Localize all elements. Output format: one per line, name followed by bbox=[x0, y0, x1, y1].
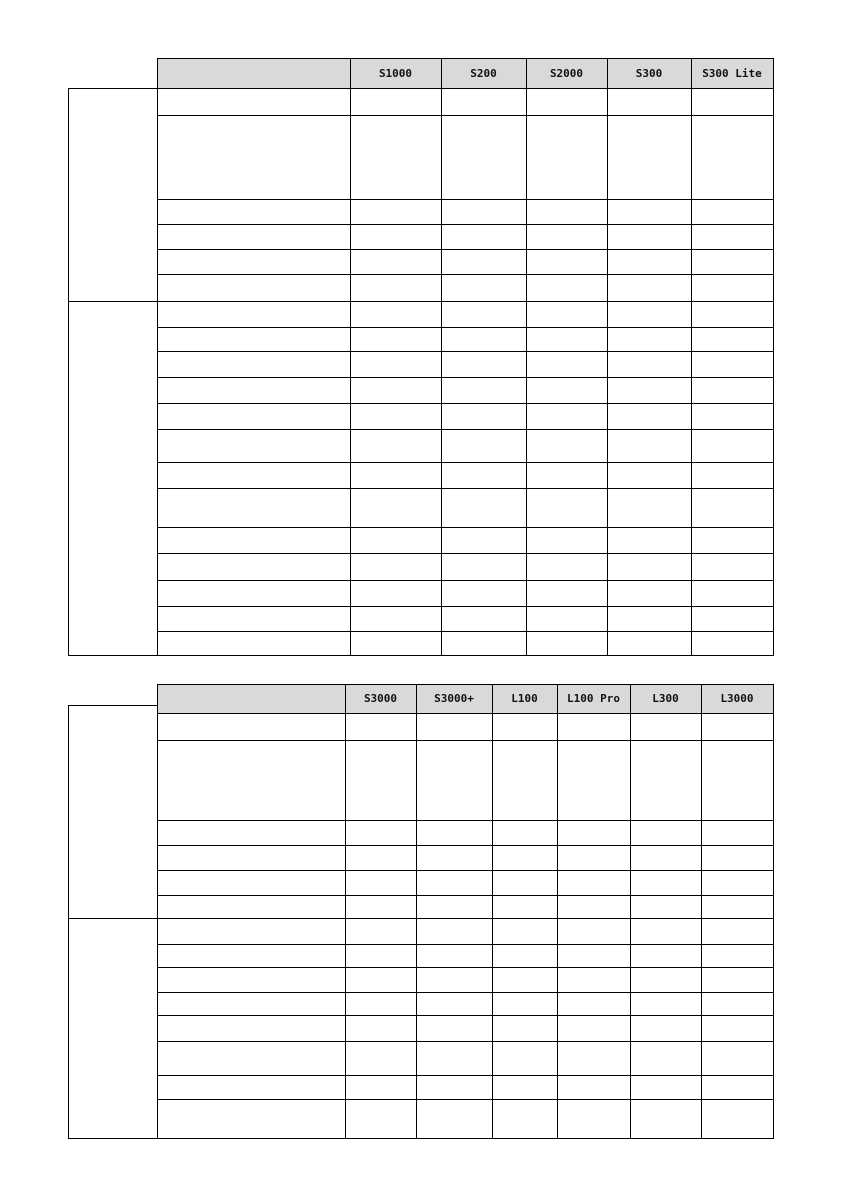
value-cell bbox=[351, 554, 441, 580]
column-header: L100 bbox=[511, 692, 538, 705]
value-cell bbox=[351, 378, 441, 403]
value-cell bbox=[608, 89, 691, 115]
value-cell bbox=[442, 463, 526, 488]
value-cell bbox=[493, 714, 557, 740]
header-divider bbox=[345, 684, 346, 713]
value-cell bbox=[417, 741, 492, 820]
column-header: L3000 bbox=[720, 692, 754, 705]
value-cell bbox=[442, 250, 526, 274]
value-cell bbox=[527, 430, 607, 462]
value-cell bbox=[442, 225, 526, 249]
value-cell bbox=[493, 919, 557, 944]
value-cell bbox=[351, 581, 441, 606]
value-cell bbox=[351, 404, 441, 429]
value-cell bbox=[692, 250, 773, 274]
value-cell bbox=[346, 871, 416, 895]
row-label-cell bbox=[158, 632, 350, 655]
value-cell bbox=[417, 1042, 492, 1075]
value-cell bbox=[692, 302, 773, 327]
value-cell bbox=[493, 741, 557, 820]
value-cell bbox=[608, 581, 691, 606]
value-cell bbox=[702, 1016, 773, 1041]
value-cell bbox=[692, 528, 773, 553]
row-line bbox=[157, 655, 774, 656]
value-cell bbox=[692, 581, 773, 606]
value-cell bbox=[558, 871, 630, 895]
row-label-cell bbox=[158, 378, 350, 403]
value-cell bbox=[493, 993, 557, 1015]
value-cell bbox=[692, 200, 773, 224]
column-header: S2000 bbox=[549, 66, 584, 80]
header-top-line bbox=[157, 58, 774, 59]
value-cell bbox=[608, 275, 691, 301]
value-cell bbox=[692, 607, 773, 631]
row-label-cell bbox=[158, 1042, 345, 1075]
value-cell bbox=[527, 89, 607, 115]
row-line bbox=[157, 1138, 774, 1139]
value-cell bbox=[351, 463, 441, 488]
value-cell bbox=[442, 607, 526, 631]
row-label-cell bbox=[158, 581, 350, 606]
value-cell bbox=[442, 554, 526, 580]
value-cell bbox=[346, 919, 416, 944]
value-cell bbox=[417, 968, 492, 992]
value-cell bbox=[608, 430, 691, 462]
column-header: S3000 bbox=[363, 692, 398, 705]
value-cell bbox=[351, 302, 441, 327]
header-divider bbox=[607, 58, 608, 88]
group-divider bbox=[68, 301, 157, 302]
value-cell bbox=[608, 404, 691, 429]
value-cell bbox=[346, 1100, 416, 1138]
value-cell bbox=[442, 200, 526, 224]
value-cell bbox=[608, 554, 691, 580]
value-cell bbox=[493, 871, 557, 895]
row-label-cell bbox=[158, 968, 345, 992]
column-header: S3000+ bbox=[434, 692, 474, 705]
value-cell bbox=[493, 896, 557, 918]
value-cell bbox=[702, 1076, 773, 1099]
value-cell bbox=[527, 378, 607, 403]
header-divider bbox=[526, 58, 527, 88]
column-header: S1000 bbox=[378, 66, 413, 80]
value-cell bbox=[558, 714, 630, 740]
value-cell bbox=[702, 968, 773, 992]
value-cell bbox=[692, 328, 773, 351]
value-cell bbox=[608, 489, 691, 527]
value-cell bbox=[631, 968, 701, 992]
value-cell bbox=[417, 1100, 492, 1138]
value-cell bbox=[631, 1042, 701, 1075]
value-cell bbox=[493, 821, 557, 845]
value-cell bbox=[527, 352, 607, 377]
group-bottom-line bbox=[68, 655, 157, 656]
row-label-cell bbox=[158, 1016, 345, 1041]
value-cell bbox=[558, 1042, 630, 1075]
value-cell bbox=[702, 1042, 773, 1075]
value-cell bbox=[351, 116, 441, 199]
row-label-cell bbox=[158, 1100, 345, 1138]
value-cell bbox=[608, 528, 691, 553]
value-cell bbox=[608, 250, 691, 274]
value-cell bbox=[527, 528, 607, 553]
row-label-cell bbox=[158, 225, 350, 249]
value-cell bbox=[527, 489, 607, 527]
row-label-cell bbox=[158, 821, 345, 845]
row-label-cell bbox=[158, 741, 345, 820]
row-label-cell bbox=[158, 328, 350, 351]
value-cell bbox=[442, 581, 526, 606]
value-cell bbox=[527, 225, 607, 249]
header-divider bbox=[630, 684, 631, 713]
column-header: S300 bbox=[635, 66, 663, 80]
header-divider bbox=[157, 684, 158, 713]
row-label-cell bbox=[158, 463, 350, 488]
value-cell bbox=[351, 489, 441, 527]
value-cell bbox=[351, 200, 441, 224]
value-cell bbox=[442, 116, 526, 199]
value-cell bbox=[558, 1100, 630, 1138]
value-cell bbox=[346, 846, 416, 870]
value-cell bbox=[608, 352, 691, 377]
value-cell bbox=[493, 1100, 557, 1138]
row-label-cell bbox=[158, 896, 345, 918]
row-label-cell bbox=[158, 250, 350, 274]
value-cell bbox=[527, 554, 607, 580]
value-cell bbox=[351, 275, 441, 301]
header-divider bbox=[773, 58, 774, 88]
value-cell bbox=[346, 1016, 416, 1041]
value-cell bbox=[702, 1100, 773, 1138]
value-cell bbox=[692, 404, 773, 429]
value-cell bbox=[351, 430, 441, 462]
row-label-cell bbox=[158, 554, 350, 580]
value-cell bbox=[527, 250, 607, 274]
group-top-line bbox=[68, 88, 157, 89]
value-cell bbox=[558, 741, 630, 820]
value-cell bbox=[608, 302, 691, 327]
value-cell bbox=[346, 714, 416, 740]
row-label-cell bbox=[158, 404, 350, 429]
value-cell bbox=[527, 607, 607, 631]
value-cell bbox=[608, 632, 691, 655]
value-cell bbox=[631, 846, 701, 870]
row-label-cell bbox=[158, 945, 345, 967]
header-divider bbox=[350, 58, 351, 88]
value-cell bbox=[346, 821, 416, 845]
value-cell bbox=[527, 116, 607, 199]
value-cell bbox=[346, 741, 416, 820]
value-cell bbox=[527, 632, 607, 655]
group-bottom-line bbox=[68, 1138, 157, 1139]
value-cell bbox=[351, 225, 441, 249]
value-cell bbox=[608, 463, 691, 488]
value-cell bbox=[417, 919, 492, 944]
column-header: L100 Pro bbox=[567, 692, 620, 705]
value-cell bbox=[493, 968, 557, 992]
value-cell bbox=[692, 225, 773, 249]
value-cell bbox=[346, 1076, 416, 1099]
value-cell bbox=[493, 945, 557, 967]
value-cell bbox=[346, 945, 416, 967]
value-cell bbox=[702, 714, 773, 740]
value-cell bbox=[702, 871, 773, 895]
value-cell bbox=[702, 741, 773, 820]
value-cell bbox=[558, 1016, 630, 1041]
value-cell bbox=[351, 328, 441, 351]
value-cell bbox=[442, 489, 526, 527]
header-divider bbox=[773, 684, 774, 713]
value-cell bbox=[351, 607, 441, 631]
value-cell bbox=[558, 993, 630, 1015]
group-left-line bbox=[68, 88, 69, 656]
value-cell bbox=[351, 528, 441, 553]
value-cell bbox=[417, 714, 492, 740]
value-cell bbox=[631, 741, 701, 820]
value-cell bbox=[692, 89, 773, 115]
value-cell bbox=[527, 463, 607, 488]
header-divider bbox=[416, 684, 417, 713]
value-cell bbox=[631, 1016, 701, 1041]
value-cell bbox=[692, 116, 773, 199]
value-cell bbox=[558, 821, 630, 845]
header-divider bbox=[441, 58, 442, 88]
value-cell bbox=[558, 919, 630, 944]
value-cell bbox=[702, 821, 773, 845]
value-cell bbox=[558, 1076, 630, 1099]
value-cell bbox=[417, 821, 492, 845]
value-cell bbox=[631, 919, 701, 944]
value-cell bbox=[417, 871, 492, 895]
value-cell bbox=[442, 89, 526, 115]
value-cell bbox=[346, 968, 416, 992]
value-cell bbox=[631, 896, 701, 918]
value-cell bbox=[527, 302, 607, 327]
value-cell bbox=[493, 1042, 557, 1075]
value-cell bbox=[692, 352, 773, 377]
header-divider bbox=[691, 58, 692, 88]
value-cell bbox=[351, 632, 441, 655]
value-cell bbox=[527, 275, 607, 301]
header-top-line bbox=[157, 684, 774, 685]
value-cell bbox=[702, 993, 773, 1015]
value-cell bbox=[527, 404, 607, 429]
row-label-cell bbox=[158, 489, 350, 527]
value-cell bbox=[608, 225, 691, 249]
value-cell bbox=[417, 945, 492, 967]
row-label-cell bbox=[158, 352, 350, 377]
value-cell bbox=[351, 89, 441, 115]
value-cell bbox=[527, 328, 607, 351]
row-label-cell bbox=[158, 919, 345, 944]
row-label-cell bbox=[158, 302, 350, 327]
value-cell bbox=[631, 993, 701, 1015]
value-cell bbox=[692, 632, 773, 655]
row-label-cell bbox=[158, 607, 350, 631]
value-cell bbox=[442, 328, 526, 351]
row-label-cell bbox=[158, 993, 345, 1015]
row-label-cell bbox=[158, 89, 350, 115]
row-label-cell bbox=[158, 200, 350, 224]
value-cell bbox=[692, 275, 773, 301]
value-cell bbox=[608, 200, 691, 224]
value-cell bbox=[346, 1042, 416, 1075]
value-cell bbox=[417, 993, 492, 1015]
value-cell bbox=[442, 378, 526, 403]
value-cell bbox=[631, 1100, 701, 1138]
row-label-cell bbox=[158, 714, 345, 740]
value-cell bbox=[442, 528, 526, 553]
value-cell bbox=[493, 1016, 557, 1041]
value-cell bbox=[631, 1076, 701, 1099]
value-cell bbox=[417, 1076, 492, 1099]
value-cell bbox=[493, 1076, 557, 1099]
value-cell bbox=[702, 945, 773, 967]
group-divider bbox=[68, 918, 157, 919]
value-cell bbox=[417, 896, 492, 918]
value-cell bbox=[608, 378, 691, 403]
value-cell bbox=[608, 607, 691, 631]
value-cell bbox=[442, 430, 526, 462]
value-cell bbox=[417, 1016, 492, 1041]
value-cell bbox=[442, 404, 526, 429]
value-cell bbox=[631, 871, 701, 895]
value-cell bbox=[608, 328, 691, 351]
value-cell bbox=[527, 581, 607, 606]
header-divider bbox=[157, 58, 158, 88]
column-line bbox=[773, 88, 774, 656]
value-cell bbox=[442, 352, 526, 377]
header-divider bbox=[701, 684, 702, 713]
value-cell bbox=[692, 430, 773, 462]
row-label-cell bbox=[158, 275, 350, 301]
value-cell bbox=[351, 250, 441, 274]
value-cell bbox=[692, 489, 773, 527]
value-cell bbox=[631, 821, 701, 845]
group-left-line bbox=[68, 705, 69, 1139]
value-cell bbox=[631, 945, 701, 967]
value-cell bbox=[558, 968, 630, 992]
value-cell bbox=[702, 896, 773, 918]
row-label-cell bbox=[158, 1076, 345, 1099]
value-cell bbox=[442, 632, 526, 655]
value-cell bbox=[346, 993, 416, 1015]
value-cell bbox=[527, 200, 607, 224]
value-cell bbox=[631, 714, 701, 740]
column-header: S300 Lite bbox=[702, 66, 762, 80]
row-label-cell bbox=[158, 871, 345, 895]
header-divider bbox=[492, 684, 493, 713]
row-label-cell bbox=[158, 430, 350, 462]
value-cell bbox=[558, 896, 630, 918]
value-cell bbox=[558, 846, 630, 870]
header-divider bbox=[557, 684, 558, 713]
value-cell bbox=[608, 116, 691, 199]
value-cell bbox=[702, 846, 773, 870]
column-header: S200 bbox=[470, 66, 497, 80]
value-cell bbox=[692, 463, 773, 488]
value-cell bbox=[351, 352, 441, 377]
value-cell bbox=[493, 846, 557, 870]
value-cell bbox=[442, 302, 526, 327]
value-cell bbox=[702, 919, 773, 944]
value-cell bbox=[692, 378, 773, 403]
row-label-cell bbox=[158, 528, 350, 553]
group-top-line bbox=[68, 705, 157, 706]
value-cell bbox=[346, 896, 416, 918]
value-cell bbox=[692, 554, 773, 580]
column-line bbox=[773, 713, 774, 1139]
value-cell bbox=[442, 275, 526, 301]
column-header: L300 bbox=[652, 692, 679, 705]
value-cell bbox=[417, 846, 492, 870]
row-label-cell bbox=[158, 846, 345, 870]
row-label-cell bbox=[158, 116, 350, 199]
value-cell bbox=[558, 945, 630, 967]
